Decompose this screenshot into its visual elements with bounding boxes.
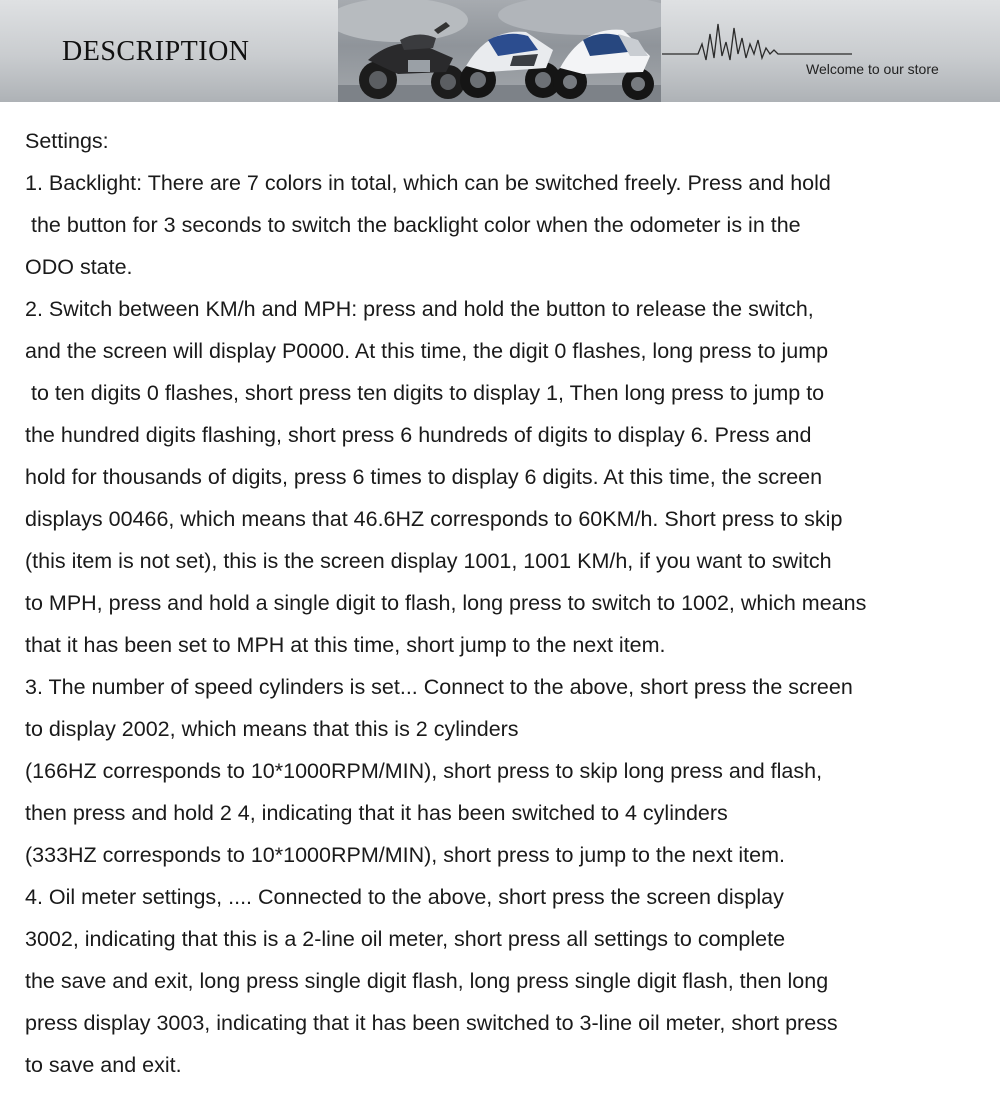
text-line: 2. Switch between KM/h and MPH: press and hold the button to release the switch, xyxy=(25,297,814,321)
page-title: DESCRIPTION xyxy=(62,36,250,67)
text-line: 3. The number of speed cylinders is set... Connect to the above, short press the screen xyxy=(25,675,853,699)
header-banner xyxy=(0,0,1000,102)
text-line: hold for thousands of digits, press 6 times to display 6 digits. At this time, the screen xyxy=(25,465,823,489)
text-line: to MPH, press and hold a single digit to flash, long press to switch to 1002, which means xyxy=(25,591,867,615)
settings-description xyxy=(25,120,975,1086)
text-line: the save and exit, long press single digit flash, long press single digit flash, then long xyxy=(25,969,829,993)
text-line: (166HZ corresponds to 10*1000RPM/MIN), short press to skip long press and flash, xyxy=(25,759,823,783)
text-line: displays 00466, which means that 46.6HZ corresponds to 60KM/h. Short press to skip xyxy=(25,507,843,531)
text-line: the button for 3 seconds to switch the backlight color when the odometer is in the xyxy=(25,213,801,237)
text-line: 1. Backlight: There are 7 colors in total, which can be switched freely. Press and hold xyxy=(25,171,831,195)
text-line: that it has been set to MPH at this time, short jump to the next item. xyxy=(25,633,666,657)
motorcycles-photo xyxy=(338,0,661,102)
text-line: ODO state. xyxy=(25,255,133,279)
text-line: (333HZ corresponds to 10*1000RPM/MIN), short press to jump to the next item. xyxy=(25,843,785,867)
store-tagline: Welcome to our store xyxy=(806,61,939,77)
text-line: to ten digits 0 flashes, short press ten digits to display 1, Then long press to jump to xyxy=(25,381,825,405)
text-line: press display 3003, indicating that it has been switched to 3-line oil meter, short press xyxy=(25,1011,838,1035)
text-line: (this item is not set), this is the screen display 1001, 1001 KM/h, if you want to switch xyxy=(25,549,832,573)
text-line: then press and hold 2 4, indicating that it has been switched to 4 cylinders xyxy=(25,801,728,825)
text-line: to display 2002, which means that this is 2 cylinders xyxy=(25,717,519,741)
text-line: and the screen will display P0000. At this time, the digit 0 flashes, long press to jump xyxy=(25,339,829,363)
heartbeat-line-icon xyxy=(662,14,862,64)
text-line: to save and exit. xyxy=(25,1053,182,1077)
text-line: 4. Oil meter settings, .... Connected to the above, short press the screen display xyxy=(25,885,784,909)
text-line: Settings: xyxy=(25,129,109,153)
text-line: 3002, indicating that this is a 2-line oil meter, short press all settings to complete xyxy=(25,927,786,951)
text-line: the hundred digits flashing, short press 6 hundreds of digits to display 6. Press and xyxy=(25,423,812,447)
